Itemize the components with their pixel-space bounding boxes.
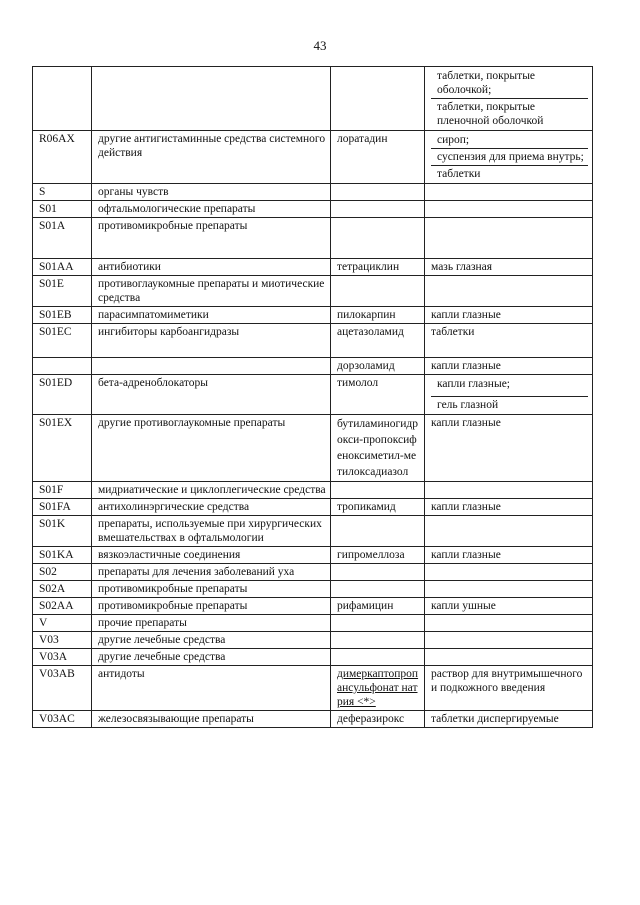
atc-code-cell: V bbox=[33, 615, 92, 632]
dosage-form-cell bbox=[425, 218, 593, 259]
substance-cell bbox=[331, 516, 425, 547]
group-name-cell: антидоты bbox=[92, 666, 331, 711]
dosage-form-line: гель глазной bbox=[431, 396, 588, 413]
page-number: 43 bbox=[313, 38, 327, 53]
atc-code-cell: S01E bbox=[33, 276, 92, 307]
substance-cell bbox=[331, 201, 425, 218]
table-row bbox=[33, 131, 593, 184]
dosage-form-cell bbox=[425, 615, 593, 632]
group-name-cell: бета-адреноблокаторы bbox=[92, 375, 331, 415]
atc-code-cell: S bbox=[33, 184, 92, 201]
table-row bbox=[33, 649, 593, 666]
dosage-form-cell: капли глазные bbox=[425, 415, 593, 482]
dosage-form-line: сироп; bbox=[437, 134, 470, 146]
group-name-cell: другие лечебные средства bbox=[92, 649, 331, 666]
substance-cell bbox=[331, 649, 425, 666]
substance-cell bbox=[331, 564, 425, 581]
dosage-form-cell bbox=[425, 201, 593, 218]
table-row bbox=[33, 218, 593, 259]
substance-cell: тетрациклин bbox=[331, 259, 425, 276]
table-row bbox=[33, 482, 593, 499]
substance-cell bbox=[331, 632, 425, 649]
atc-code-cell: S01AA bbox=[33, 259, 92, 276]
dosage-form-cell bbox=[425, 184, 593, 201]
substance-cell: ацетазоламид bbox=[331, 324, 425, 358]
dosage-form-cell bbox=[425, 375, 593, 415]
table-row bbox=[33, 499, 593, 516]
atc-code-cell: S01 bbox=[33, 201, 92, 218]
table-row bbox=[33, 307, 593, 324]
table-row bbox=[33, 632, 593, 649]
dosage-form-cell bbox=[425, 276, 593, 307]
substance-cell: лоратадин bbox=[331, 131, 425, 184]
atc-code-cell: S01A bbox=[33, 218, 92, 259]
dosage-form-line: таблетки bbox=[431, 165, 588, 182]
substance-cell bbox=[331, 615, 425, 632]
group-name-cell: антихолинэргические средства bbox=[92, 499, 331, 516]
dosage-form-cell: капли глазные bbox=[425, 499, 593, 516]
group-name-cell: вязкоэластичные соединения bbox=[92, 547, 331, 564]
drug-table bbox=[32, 66, 593, 728]
table-row bbox=[33, 201, 593, 218]
dosage-form-cell: капли глазные bbox=[425, 547, 593, 564]
table-row bbox=[33, 67, 593, 131]
atc-code-cell: S01K bbox=[33, 516, 92, 547]
substance-cell bbox=[331, 581, 425, 598]
atc-code-cell bbox=[33, 358, 92, 375]
dosage-form-cell: капли ушные bbox=[425, 598, 593, 615]
atc-code-cell: S01KA bbox=[33, 547, 92, 564]
atc-code-cell bbox=[33, 67, 92, 131]
atc-code-cell: S01FA bbox=[33, 499, 92, 516]
group-name-cell: антибиотики bbox=[92, 259, 331, 276]
atc-code-cell: R06AX bbox=[33, 131, 92, 184]
group-name-cell: противоглаукомные препараты и миотические средства bbox=[92, 276, 331, 307]
dosage-form-cell bbox=[425, 67, 593, 131]
substance-cell: гипромеллоза bbox=[331, 547, 425, 564]
substance-cell bbox=[331, 184, 425, 201]
substance-cell: димеркаптопропансульфонат натрия <*> bbox=[331, 666, 425, 711]
atc-code-cell: S01ED bbox=[33, 375, 92, 415]
dosage-form-cell: мазь глазная bbox=[425, 259, 593, 276]
table-row bbox=[33, 615, 593, 632]
atc-code-cell: V03 bbox=[33, 632, 92, 649]
substance-cell: дорзоламид bbox=[331, 358, 425, 375]
table-row bbox=[33, 324, 593, 358]
table-row bbox=[33, 711, 593, 728]
group-name-cell: противомикробные препараты bbox=[92, 598, 331, 615]
group-name-cell: мидриатические и циклоплегические средства bbox=[92, 482, 331, 499]
dosage-form-cell bbox=[425, 581, 593, 598]
table-row bbox=[33, 547, 593, 564]
group-name-cell: другие антигистаминные средства системного действия bbox=[92, 131, 331, 184]
atc-code-cell: S01EB bbox=[33, 307, 92, 324]
dosage-form-cell: капли глазные bbox=[425, 307, 593, 324]
dosage-form-cell bbox=[425, 131, 593, 184]
dosage-form-line: таблетки, покрытые пленочной оболочкой bbox=[431, 98, 588, 129]
table-row bbox=[33, 276, 593, 307]
dosage-form-cell bbox=[425, 482, 593, 499]
table-row bbox=[33, 375, 593, 415]
table-row bbox=[33, 259, 593, 276]
group-name-cell: парасимпатомиметики bbox=[92, 307, 331, 324]
table-row bbox=[33, 581, 593, 598]
atc-code-cell: V03A bbox=[33, 649, 92, 666]
dosage-form-cell bbox=[425, 516, 593, 547]
substance-cell: тимолол bbox=[331, 375, 425, 415]
dosage-form-cell: раствор для внутримышечного и подкожного введения bbox=[425, 666, 593, 711]
dosage-form-line: таблетки, покрытые оболочкой; bbox=[437, 70, 536, 96]
atc-code-cell: S02A bbox=[33, 581, 92, 598]
atc-code-cell: V03AC bbox=[33, 711, 92, 728]
substance-cell bbox=[331, 482, 425, 499]
group-name-cell bbox=[92, 67, 331, 131]
table-row bbox=[33, 666, 593, 711]
group-name-cell: препараты, используемые при хирургических вмешательствах в офтальмологии bbox=[92, 516, 331, 547]
group-name-cell: препараты для лечения заболеваний уха bbox=[92, 564, 331, 581]
group-name-cell: ингибиторы карбоангидразы bbox=[92, 324, 331, 358]
atc-code-cell: S02 bbox=[33, 564, 92, 581]
substance-cell: бутиламиногидрокси-пропоксифеноксиметил-метилоксадиазол bbox=[331, 415, 425, 482]
table-row bbox=[33, 598, 593, 615]
group-name-cell: органы чувств bbox=[92, 184, 331, 201]
substance-cell bbox=[331, 276, 425, 307]
dosage-form-cell: таблетки диспергируемые bbox=[425, 711, 593, 728]
group-name-cell: железосвязывающие препараты bbox=[92, 711, 331, 728]
dosage-form-cell bbox=[425, 649, 593, 666]
dosage-form-cell bbox=[425, 632, 593, 649]
atc-code-cell: S01EX bbox=[33, 415, 92, 482]
substance-cell: рифамицин bbox=[331, 598, 425, 615]
group-name-cell: противомикробные препараты bbox=[92, 581, 331, 598]
table-row bbox=[33, 516, 593, 547]
group-name-cell bbox=[92, 358, 331, 375]
atc-code-cell: S01EC bbox=[33, 324, 92, 358]
table-row bbox=[33, 564, 593, 581]
dosage-form-cell: таблетки bbox=[425, 324, 593, 358]
dosage-form-line: суспензия для приема внутрь; bbox=[431, 148, 588, 165]
dosage-form-line: капли глазные; bbox=[437, 378, 510, 390]
table-row bbox=[33, 415, 593, 482]
substance-cell: тропикамид bbox=[331, 499, 425, 516]
dosage-form-cell bbox=[425, 564, 593, 581]
group-name-cell: прочие препараты bbox=[92, 615, 331, 632]
group-name-cell: противомикробные препараты bbox=[92, 218, 331, 259]
dosage-form-cell: капли глазные bbox=[425, 358, 593, 375]
table-row bbox=[33, 358, 593, 375]
group-name-cell: офтальмологические препараты bbox=[92, 201, 331, 218]
group-name-cell: другие лечебные средства bbox=[92, 632, 331, 649]
atc-code-cell: S02AA bbox=[33, 598, 92, 615]
substance-cell: деферазирокс bbox=[331, 711, 425, 728]
atc-code-cell: V03AB bbox=[33, 666, 92, 711]
table-row bbox=[33, 184, 593, 201]
substance-cell bbox=[331, 67, 425, 131]
atc-code-cell: S01F bbox=[33, 482, 92, 499]
substance-cell bbox=[331, 218, 425, 259]
group-name-cell: другие противоглаукомные препараты bbox=[92, 415, 331, 482]
substance-cell: пилокарпин bbox=[331, 307, 425, 324]
